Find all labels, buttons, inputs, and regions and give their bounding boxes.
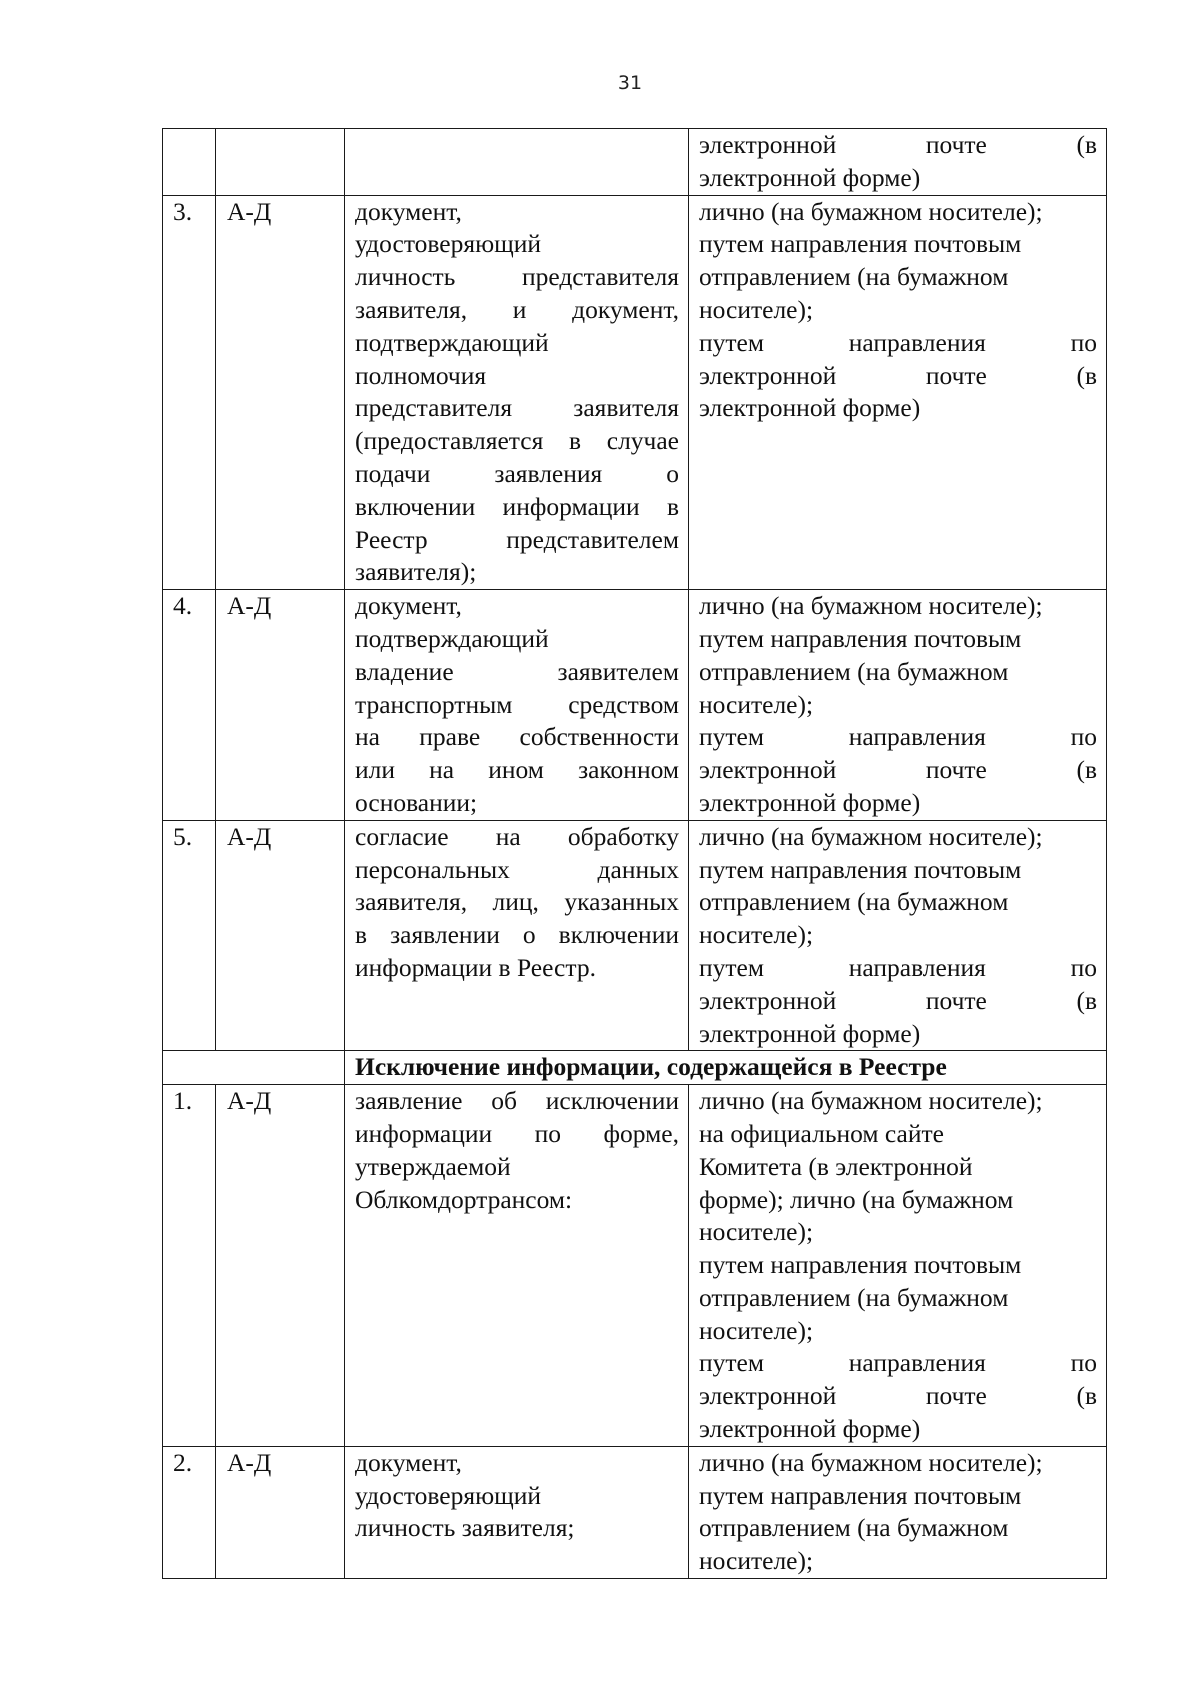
row-code: А-Д (216, 195, 345, 590)
method-line: носителе); (699, 920, 814, 950)
document-line: информации по форме, (355, 1118, 679, 1148)
document-line: удостоверяющий (355, 229, 542, 259)
row-code: А-Д (216, 590, 345, 821)
method-line: путем направления почтовым (699, 623, 1022, 653)
document-line: на праве собственности (355, 722, 679, 752)
document-line: владение заявителем (355, 656, 679, 686)
document-cell (345, 1446, 689, 1578)
submission-method-cell (689, 1446, 1107, 1578)
row-number (163, 129, 216, 196)
page-number: 31 (617, 72, 643, 94)
document-line: подачи заявления о (355, 458, 679, 488)
submission-method-cell (689, 129, 1107, 196)
row-number: 3. (163, 195, 216, 590)
document-line: удостоверяющий (355, 1480, 542, 1510)
document-line: документ, (355, 591, 462, 621)
section-empty-cell (163, 1051, 345, 1085)
method-line: путем направления по (699, 722, 1097, 752)
table-row (163, 195, 1107, 590)
section-title: Исключение информации, содержащейся в Реестре (345, 1051, 1107, 1085)
method-line: путем направления почтовым (699, 1250, 1022, 1280)
method-line: электронной почте (в (699, 985, 1097, 1015)
table-row (163, 820, 1107, 1051)
method-line: электронной форме) (699, 162, 921, 192)
table-row (163, 1085, 1107, 1447)
method-line: носителе); (699, 294, 814, 324)
document-line: заявителя, лиц, указанных (355, 887, 679, 917)
table-body (163, 129, 1107, 1579)
document-line: документ, (355, 1447, 462, 1477)
method-line: электронной форме) (699, 787, 921, 817)
document-line: подтверждающий (355, 623, 549, 653)
document-line: персональных данных (355, 854, 679, 884)
row-code (216, 129, 345, 196)
row-code: А-Д (216, 1085, 345, 1447)
method-line: Комитета (в электронной (699, 1151, 973, 1181)
row-number: 4. (163, 590, 216, 821)
method-line: форме); лично (на бумажном (699, 1184, 1014, 1214)
method-line: носителе); (699, 1217, 814, 1247)
document-cell (345, 195, 689, 590)
submission-method-cell (689, 195, 1107, 590)
document-line: личность заявителя; (355, 1513, 575, 1543)
method-line: лично (на бумажном носителе); (699, 591, 1043, 621)
documents-table (162, 128, 1107, 1579)
document-line: или на ином законном (355, 755, 679, 785)
method-line: лично (на бумажном носителе); (699, 1086, 1043, 1116)
document-line: утверждаемой (355, 1151, 511, 1181)
method-line: путем направления по (699, 1348, 1097, 1378)
document-line: Реестр представителем (355, 524, 679, 554)
row-code: А-Д (216, 820, 345, 1051)
document-line: заявителя, и документ, (355, 294, 679, 324)
submission-method-cell (689, 1085, 1107, 1447)
method-line: путем направления почтовым (699, 1480, 1022, 1510)
method-line: электронной почте (в (699, 130, 1097, 159)
method-line: электронной почте (в (699, 1381, 1097, 1411)
method-line: электронной почте (в (699, 360, 1097, 390)
method-line: носителе); (699, 1315, 814, 1345)
method-line: на официальном сайте (699, 1118, 944, 1148)
method-line: отправлением (на бумажном (699, 887, 1009, 917)
method-line: лично (на бумажном носителе); (699, 821, 1043, 851)
document-cell (345, 590, 689, 821)
document-line: полномочия (355, 360, 487, 390)
document-line: согласие на обработку (355, 821, 679, 851)
document-cell (345, 1085, 689, 1447)
document-cell (345, 129, 689, 196)
row-number: 2. (163, 1446, 216, 1578)
method-line: отправлением (на бумажном (699, 656, 1009, 686)
document-line: транспортным средством (355, 689, 679, 719)
method-line: носителе); (699, 1546, 814, 1576)
document-line: заявителя); (355, 557, 477, 587)
document-line: подтверждающий (355, 327, 549, 357)
method-line: электронной форме) (699, 1018, 921, 1048)
document-line: (предоставляется в случае (355, 426, 679, 456)
method-line: путем направления почтовым (699, 854, 1022, 884)
row-number: 5. (163, 820, 216, 1051)
method-line: носителе); (699, 689, 814, 719)
row-code: А-Д (216, 1446, 345, 1578)
method-line: отправлением (на бумажном (699, 1282, 1009, 1312)
document-line: личность представителя (355, 262, 679, 292)
method-line: отправлением (на бумажном (699, 262, 1009, 292)
method-line: электронной форме) (699, 393, 921, 423)
method-line: электронной почте (в (699, 755, 1097, 785)
method-line: путем направления почтовым (699, 229, 1022, 259)
row-number: 1. (163, 1085, 216, 1447)
document-line: Облкомдортрансом: (355, 1184, 573, 1214)
method-line: лично (на бумажном носителе); (699, 196, 1043, 226)
document-line: основании; (355, 787, 478, 817)
method-line: лично (на бумажном носителе); (699, 1447, 1043, 1477)
table-row (163, 129, 1107, 196)
submission-method-cell (689, 820, 1107, 1051)
method-line: отправлением (на бумажном (699, 1513, 1009, 1543)
table-row (163, 590, 1107, 821)
table-row (163, 1446, 1107, 1578)
method-line: путем направления по (699, 952, 1097, 982)
method-line: электронной форме) (699, 1414, 921, 1444)
section-header-row (163, 1051, 1107, 1085)
document-cell (345, 820, 689, 1051)
document-line: заявление об исключении (355, 1086, 679, 1116)
submission-method-cell (689, 590, 1107, 821)
document-line: информации в Реестр. (355, 952, 596, 982)
document-line: документ, (355, 196, 462, 226)
method-line: путем направления по (699, 327, 1097, 357)
document-line: включении информации в (355, 491, 679, 521)
document-line: в заявлении о включении (355, 920, 679, 950)
document-line: представителя заявителя (355, 393, 679, 423)
